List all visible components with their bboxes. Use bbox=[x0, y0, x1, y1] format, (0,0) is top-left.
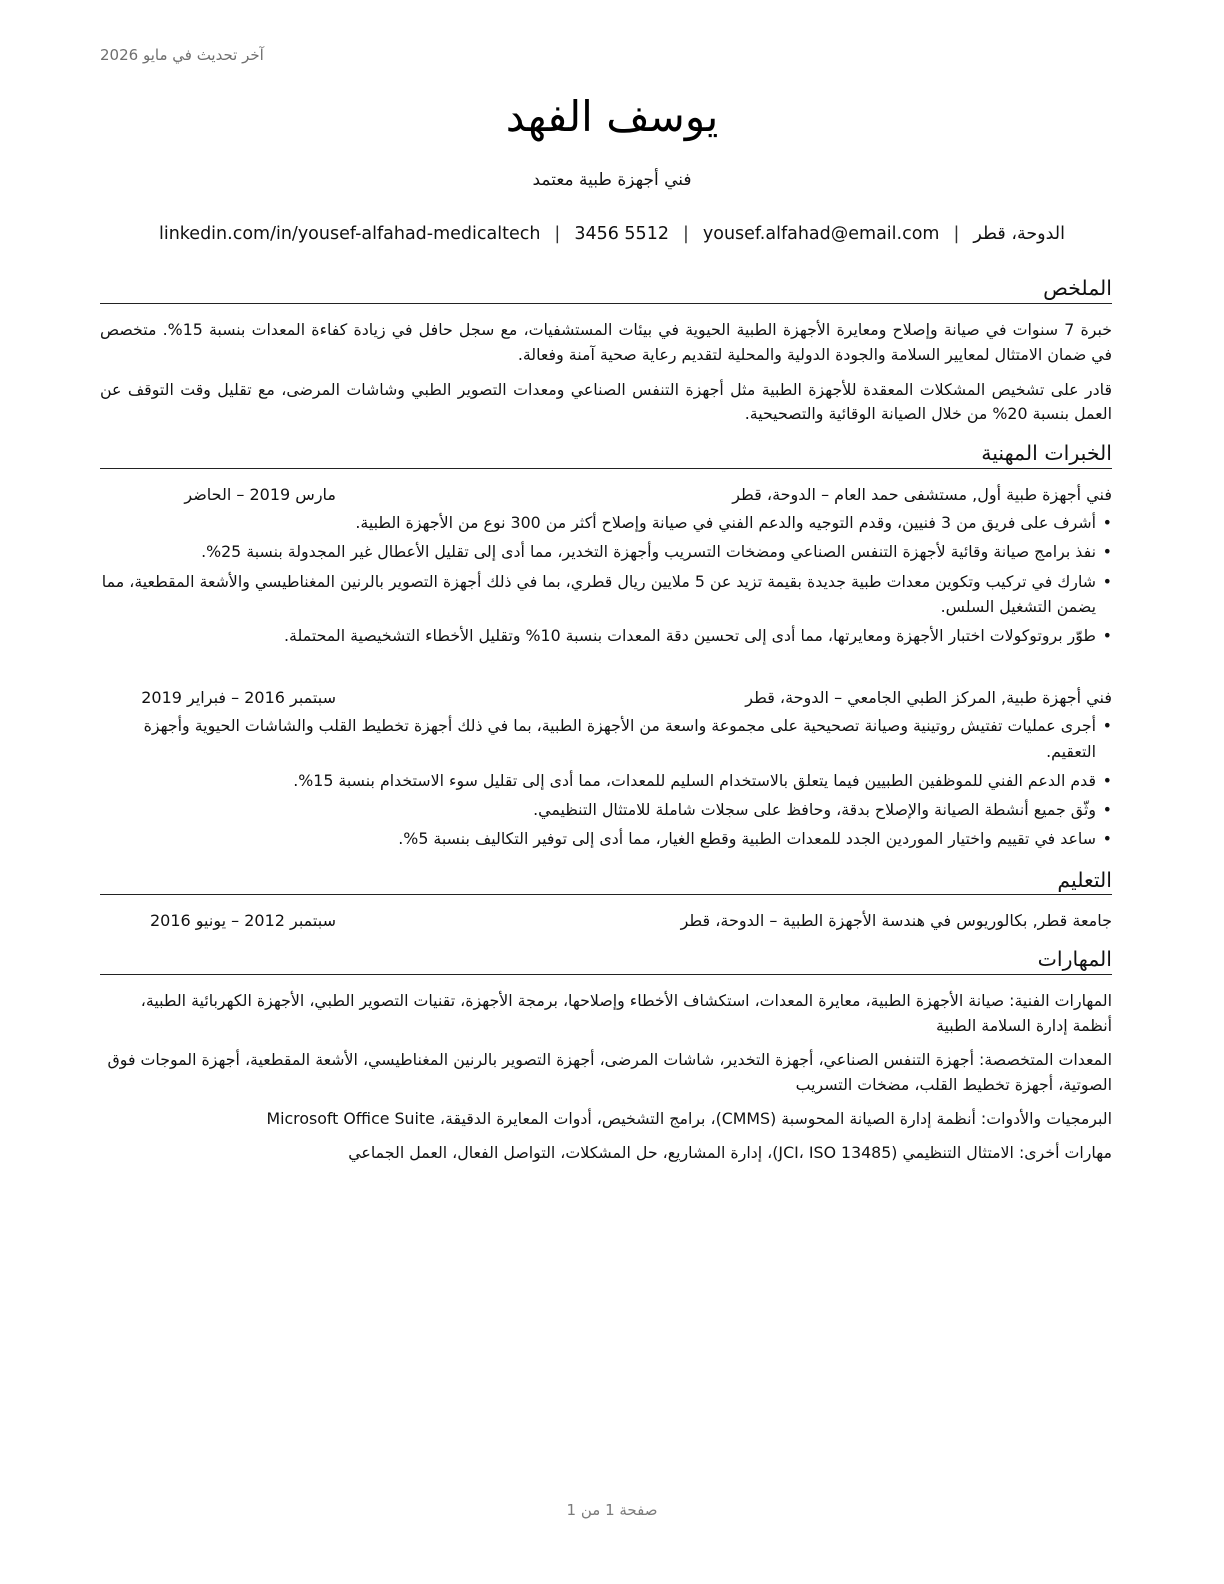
job-dates: سبتمبر 2016 – فبراير 2019 bbox=[141, 688, 336, 708]
bullet-icon: • bbox=[1102, 829, 1112, 849]
skills-line: البرمجيات والأدوات: أنظمة إدارة الصيانة المحوسبة (CMMS)، برامج التشخيص، أدوات المعايرة الدقيقة، Microsoft Office Suite bbox=[266, 1108, 1112, 1128]
contact-separator: | bbox=[554, 224, 561, 244]
job-header bbox=[100, 483, 1112, 507]
skills-line: المعدات المتخصصة: أجهزة التنفس الصناعي، أجهزة التخدير، شاشات المرضى، أجهزة التصوير بالرنين المغناطيسي، الأشعة المقطعية، أجهزة الموجات فوق الصوتية، أجهزة تخطيط القلب، مضخات التسريب bbox=[107, 1049, 1112, 1094]
page-number: صفحة 1 من 1 bbox=[566, 1501, 658, 1519]
job-entry bbox=[100, 686, 1112, 851]
contact-line bbox=[0, 224, 1224, 244]
bullet-icon: • bbox=[1102, 542, 1112, 562]
contact-location: الدوحة، قطر bbox=[973, 224, 1065, 244]
job-bullets bbox=[100, 510, 1112, 648]
skills-line: المهارات الفنية: صيانة الأجهزة الطبية، معايرة المعدات، استكشاف الأخطاء وإصلاحها، برمجة الأجهزة، تقنيات التصوير الطبي، الأجهزة الكهربائية الطبية، أنظمة إدارة السلامة الطبية bbox=[140, 990, 1112, 1035]
last-updated: آخر تحديث في مايو 2026 bbox=[100, 46, 264, 64]
education-degree: جامعة قطر, بكالوريوس في هندسة الأجهزة الطبية – الدوحة، قطر bbox=[680, 911, 1112, 931]
skills-list bbox=[100, 989, 1112, 1166]
contact-separator: | bbox=[682, 224, 689, 244]
bullet-icon: • bbox=[1102, 626, 1112, 646]
job-dates: مارس 2019 – الحاضر bbox=[184, 485, 336, 505]
summary-paragraph: قادر على تشخيص المشكلات المعقدة للأجهزة الطبية مثل أجهزة التنفس الصناعي ومعدات التصوير الطبي وشاشات المرضى، مع تقليل وقت التوقف عن العمل بنسبة 20% من خلال الصيانة الوقائية والتصحيحية. bbox=[100, 379, 1112, 424]
contact-phone: 3456 5512 bbox=[574, 224, 669, 244]
bullet-icon: • bbox=[1102, 716, 1112, 736]
job-bullet: • أشرف على فريق من 3 فنيين، وقدم التوجيه والدعم الفني في صيانة وإصلاح أكثر من 300 نوع من الأجهزة الطبية. bbox=[100, 510, 1112, 535]
job-bullet: • أجرى عمليات تفتيش روتينية وصيانة تصحيحية على مجموعة واسعة من الأجهزة الطبية، بما في ذلك أجهزة تخطيط القلب والشاشات الحيوية وأجهزة التعقيم. bbox=[100, 713, 1112, 764]
candidate-title: فني أجهزة طبية معتمد bbox=[532, 170, 692, 190]
contact-separator: | bbox=[953, 224, 960, 244]
summary-paragraph: خبرة 7 سنوات في صيانة وإصلاح ومعايرة الأجهزة الطبية الحيوية في بيئات المستشفيات، مع سجل حافل في زيادة كفاءة المعدات بنسبة 15%. متخصص في ضمان الامتثال لمعايير السلامة والجودة الدولية والمحلية لتقديم رعاية صحية آمنة وفعالة. bbox=[100, 319, 1113, 364]
skills-line: مهارات أخرى: الامتثال التنظيمي (JCI، ISO 13485)، إدارة المشاريع، حل المشكلات، التواصل الفعال، العمل الجماعي bbox=[348, 1142, 1112, 1162]
job-header bbox=[100, 686, 1112, 710]
resume-content bbox=[100, 276, 1112, 1175]
education-entry bbox=[100, 909, 1112, 933]
job-bullet: • ساعد في تقييم واختيار الموردين الجدد للمعدات الطبية وقطع الغيار، مما أدى إلى توفير التكاليف بنسبة 5%. bbox=[100, 826, 1112, 851]
candidate-name: يوسف الفهد bbox=[505, 92, 719, 141]
summary-heading: الملخص bbox=[100, 276, 1112, 304]
job-bullet: • نفذ برامج صيانة وقائية لأجهزة التنفس الصناعي ومضخات التسريب وأجهزة التخدير، مما أدى إلى تقليل الأعطال غير المجدولة بنسبة 25%. bbox=[100, 539, 1112, 564]
skills-heading: المهارات bbox=[100, 947, 1112, 975]
contact-email[interactable]: yousef.alfahad@email.com bbox=[702, 224, 940, 244]
job-bullets bbox=[100, 713, 1112, 851]
job-bullet: • طوّر بروتوكولات اختبار الأجهزة ومعايرتها، مما أدى إلى تحسين دقة المعدات بنسبة 10% وتقليل الأخطاء التشخيصية المحتملة. bbox=[100, 623, 1112, 648]
job-bullet: • وثّق جميع أنشطة الصيانة والإصلاح بدقة، وحافظ على سجلات شاملة للامتثال التنظيمي. bbox=[100, 797, 1112, 822]
job-bullet: • قدم الدعم الفني للموظفين الطبيين فيما يتعلق بالاستخدام السليم للمعدات، مما أدى إلى تقليل سوء الاستخدام بنسبة 15%. bbox=[100, 768, 1112, 793]
education-heading: التعليم bbox=[100, 868, 1112, 896]
contact-linkedin[interactable]: linkedin.com/in/yousef-alfahad-medicaltech bbox=[158, 224, 541, 244]
job-entry bbox=[100, 483, 1112, 648]
job-role-org: فني أجهزة طبية أول, مستشفى حمد العام – الدوحة، قطر bbox=[732, 485, 1112, 505]
bullet-icon: • bbox=[1102, 770, 1112, 790]
bullet-icon: • bbox=[1102, 513, 1112, 533]
education-dates: سبتمبر 2012 – يونيو 2016 bbox=[149, 911, 336, 931]
job-role-org: فني أجهزة طبية, المركز الطبي الجامعي – الدوحة، قطر bbox=[745, 688, 1112, 708]
bullet-icon: • bbox=[1102, 800, 1112, 820]
job-bullet: • شارك في تركيب وتكوين معدات طبية جديدة بقيمة تزيد عن 5 ملايين ريال قطري، بما في ذلك أجهزة التصوير بالرنين المغناطيسي والأشعة المقطعية، مما يضمن التشغيل السلس. bbox=[100, 569, 1112, 620]
experience-heading: الخبرات المهنية bbox=[100, 441, 1112, 469]
bullet-icon: • bbox=[1102, 571, 1112, 591]
